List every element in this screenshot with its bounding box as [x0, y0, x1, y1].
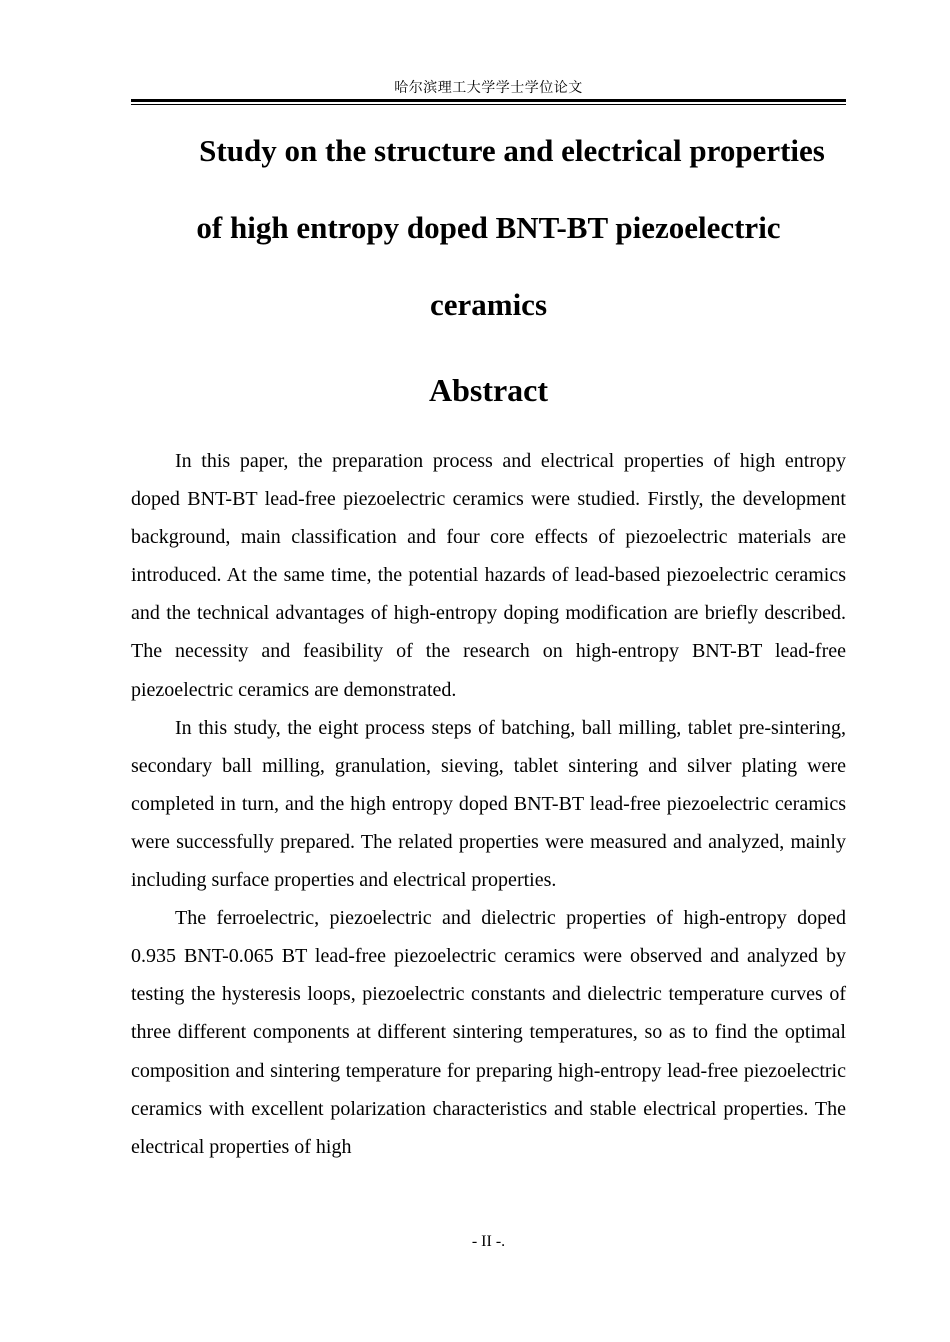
page-number: - II -.	[471, 1233, 506, 1250]
abstract-paragraph-2: In this study, the eight process steps of batching, ball milling, tablet pre-sintering, secondary ball milling, granulation, sieving, tablet sintering and silver plating were completed in turn, and the high entropy doped BNT-BT lead-free piezoelectric ceramics were successfully prepared. The related properties were measured and analyzed, mainly including surface properties and electrical properties.	[131, 716, 846, 892]
abstract-paragraph-3: The ferroelectric, piezoelectric and dielectric properties of high-entropy doped 0.935 BNT-0.065 BT lead-free piezoelectric ceramics were observed and analyzed by testing the hysteresis loops, piezoelectric constants and dielectric temperature curves of three different components at different sintering temperatures, so as to find the optimal composition and sintering temperature for preparing high-entropy lead-free piezoelectric ceramics with excellent polarization characteristics and stable electrical properties. The electrical properties of high	[131, 907, 846, 1158]
running-header: 哈尔滨理工大学学士学位论文	[394, 80, 583, 96]
abstract-heading: Abstract	[428, 372, 549, 408]
thesis-title-line-1: Study on the structure and electrical properties	[199, 133, 825, 168]
abstract-paragraph-1: In this paper, the preparation process and electrical properties of high entropy doped BNT-BT lead-free piezoelectric ceramics were studied. Firstly, the development background, main classification and four core effects of piezoelectric materials are introduced. At the same time, the potential hazards of lead-based piezoelectric ceramics and the technical advantages of high-entropy doping modification are briefly described. The necessity and feasibility of the research on high-entropy BNT-BT lead-free piezoelectric ceramics are demonstrated.	[131, 450, 846, 701]
header-rule-thin	[131, 104, 846, 105]
abstract-body	[131, 442, 846, 1166]
header-rule-thick	[131, 99, 846, 102]
thesis-title-line-2: of high entropy doped BNT-BT piezoelectric	[196, 210, 781, 245]
thesis-title-line-3: ceramics	[429, 287, 548, 322]
